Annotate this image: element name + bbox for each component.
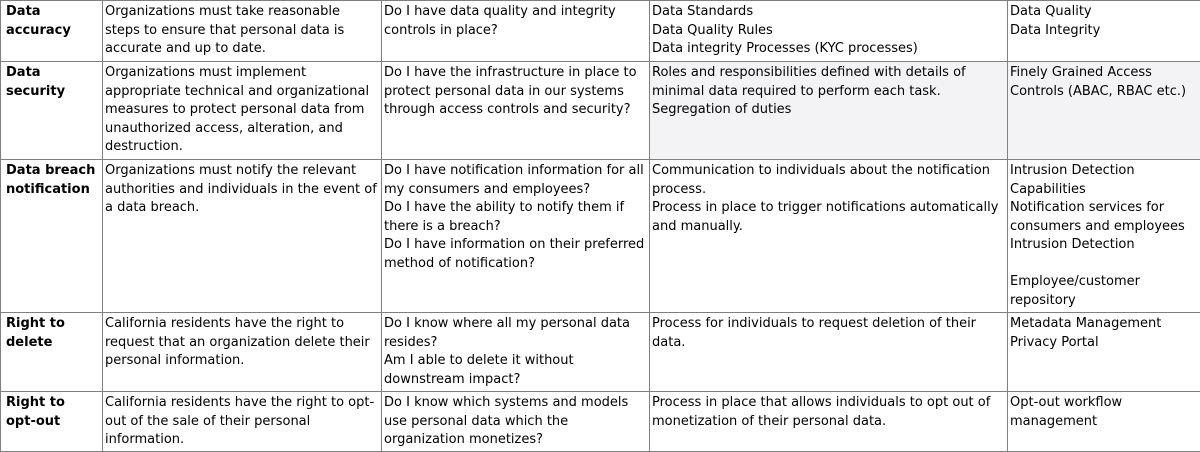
- cell-text-line: California residents have the right to request that an organization delete their personal information.: [105, 316, 370, 368]
- processes-cell: [650, 313, 1008, 392]
- cell-text-line: Do I have data quality and integrity controls in place?: [384, 4, 616, 38]
- cell-text-line: Right to: [6, 316, 65, 331]
- table-row-data-breach-notification: [1, 160, 1200, 313]
- questions-cell: [382, 62, 650, 160]
- table-row-right-to-opt-out: [1, 392, 1200, 452]
- cell-text-line: Data integrity Processes (KYC processes): [652, 41, 918, 56]
- questions-cell: [382, 1, 650, 62]
- topic-cell: [1, 160, 103, 313]
- cell-text-line: Communication to individuals about the notification process.: [652, 163, 990, 197]
- cell-text-line: Data security: [6, 65, 66, 99]
- cell-text-line: Process in place to trigger notifications automatically and manually.: [652, 200, 999, 234]
- cell-text-line: Organizations must notify the relevant authorities and individuals in the event of a data breach.: [105, 163, 377, 215]
- cell-text-line: Data Standards: [652, 4, 754, 19]
- questions-cell: [382, 392, 650, 452]
- cell-text-line: Notification services for consumers and employees: [1010, 200, 1185, 234]
- capabilities-cell: [1008, 62, 1200, 160]
- cell-text-line: Do I have the infrastructure in place to protect personal data in our systems through access controls and security?: [384, 65, 637, 117]
- cell-text-line: Opt-out workflow management: [1010, 395, 1123, 429]
- cell-text-line: Organizations must implement appropriate technical and organizational measures to protect personal data from unauthorized access, alteration, and destruction.: [105, 65, 370, 154]
- cell-text-line: Process for individuals to request deletion of their data.: [652, 316, 977, 350]
- cell-text-line: Metadata Management: [1010, 316, 1162, 331]
- table-row-data-security: [1, 62, 1200, 160]
- cell-text-line: Right to: [6, 395, 65, 410]
- topic-cell: [1, 392, 103, 452]
- capabilities-cell: [1008, 1, 1200, 62]
- requirement-cell: [103, 392, 382, 452]
- cell-text-line: Intrusion Detection Capabilities: [1010, 163, 1135, 197]
- cell-text-line: Segregation of duties: [652, 102, 792, 117]
- cell-text-line: Finely Grained Access Controls (ABAC, RBAC etc.): [1010, 65, 1187, 99]
- cell-text-line: Do I know which systems and models use personal data which the organization monetizes?: [384, 395, 629, 447]
- table-row-right-to-delete: [1, 313, 1200, 392]
- cell-text-line: Employee/customer repository: [1010, 274, 1140, 308]
- cell-text-line: Data Quality Rules: [652, 22, 773, 38]
- cell-text-line: Intrusion Detection: [1010, 237, 1135, 252]
- cell-text-line: Do I have information on their preferred method of notification?: [384, 237, 645, 271]
- requirement-cell: [103, 313, 382, 392]
- cell-text-line: Do I know where all my personal data resides?: [384, 316, 630, 350]
- processes-cell: [650, 62, 1008, 160]
- cell-text-line: California residents have the right to opt-out of the sale of their personal information.: [105, 395, 375, 447]
- cell-text-line: Process in place that allows individuals to opt out of monetization of their personal data.: [652, 395, 991, 429]
- topic-cell: [1, 1, 103, 62]
- topic-cell: [1, 62, 103, 160]
- cell-text-line: [1010, 255, 1198, 274]
- cell-text-line: Data accuracy: [6, 4, 71, 38]
- cell-text-line: Organizations must take reasonable steps to ensure that personal data is accurate and up to date.: [105, 4, 345, 56]
- cell-text-line: Data breach notification: [6, 163, 96, 197]
- cell-text-line: Privacy Portal: [1010, 334, 1099, 350]
- processes-cell: [650, 160, 1008, 313]
- cell-text-line: Do I have notification information for all my consumers and employees?: [384, 163, 644, 197]
- cell-text-line: Roles and responsibilities defined with details of minimal data required to perform each task.: [652, 65, 966, 99]
- cell-text-line: Data Integrity: [1010, 22, 1101, 38]
- cell-text-line: Am I able to delete it without downstream impact?: [384, 353, 574, 387]
- capabilities-cell: [1008, 313, 1200, 392]
- requirement-cell: [103, 1, 382, 62]
- requirement-cell: [103, 160, 382, 313]
- questions-cell: [382, 160, 650, 313]
- cell-text-line: Data Quality: [1010, 4, 1092, 19]
- table-row-data-accuracy: [1, 1, 1200, 62]
- questions-cell: [382, 313, 650, 392]
- capabilities-cell: [1008, 160, 1200, 313]
- cell-text-line: delete: [6, 334, 53, 350]
- topic-cell: [1, 313, 103, 392]
- processes-cell: [650, 1, 1008, 62]
- cell-text-line: opt-out: [6, 413, 61, 429]
- requirement-cell: [103, 62, 382, 160]
- capabilities-cell: [1008, 392, 1200, 452]
- cell-text-line: Do I have the ability to notify them if there is a breach?: [384, 200, 625, 234]
- processes-cell: [650, 392, 1008, 452]
